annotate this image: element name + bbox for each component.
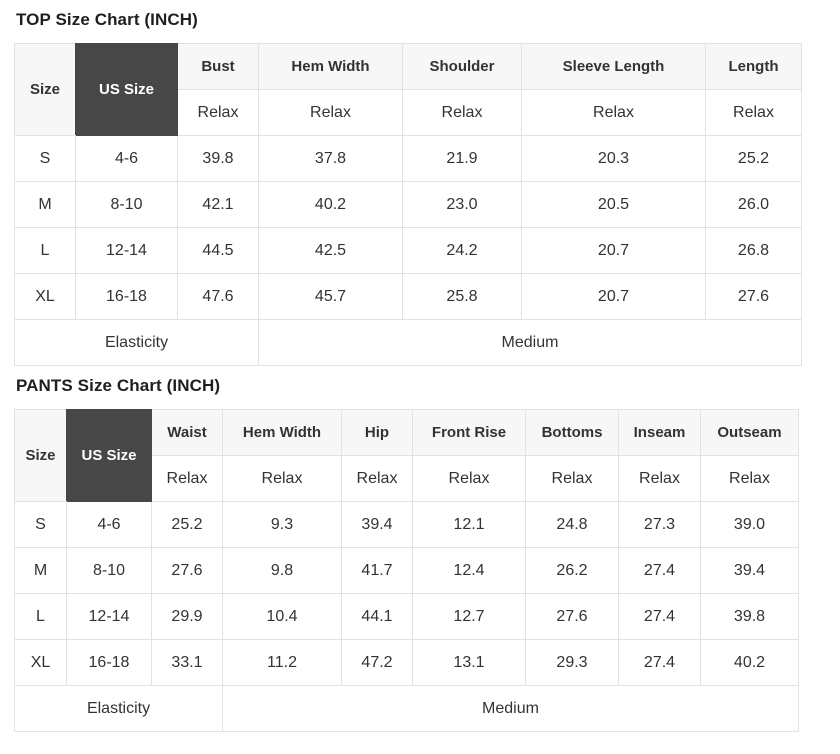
pants-size-table [14, 409, 799, 732]
value-cell: 40.2 [259, 182, 403, 228]
value-cell: 29.3 [526, 640, 619, 686]
value-cell: 12.4 [413, 548, 526, 594]
top-header-shoulder: Shoulder [403, 44, 522, 90]
top-fit-length: Relax [706, 90, 802, 136]
value-cell: 9.8 [223, 548, 342, 594]
value-cell: 41.7 [342, 548, 413, 594]
size-cell: M [15, 548, 67, 594]
value-cell: 44.5 [178, 228, 259, 274]
top-size-table [14, 43, 802, 366]
value-cell: 27.4 [619, 640, 701, 686]
pants-header-front-rise: Front Rise [413, 410, 526, 456]
us-size-cell: 8-10 [67, 548, 152, 594]
pants-fit-bottoms: Relax [526, 456, 619, 502]
value-cell: 24.2 [403, 228, 522, 274]
value-cell: 29.9 [152, 594, 223, 640]
value-cell: 10.4 [223, 594, 342, 640]
value-cell: 45.7 [259, 274, 403, 320]
value-cell: 39.8 [701, 594, 799, 640]
value-cell: 47.2 [342, 640, 413, 686]
pants-header-waist: Waist [152, 410, 223, 456]
value-cell: 27.6 [706, 274, 802, 320]
top-fit-hem-width: Relax [259, 90, 403, 136]
value-cell: 47.6 [178, 274, 259, 320]
us-size-cell: 8-10 [76, 182, 178, 228]
pants-header-hem-width: Hem Width [223, 410, 342, 456]
value-cell: 27.4 [619, 594, 701, 640]
table-row [15, 502, 799, 548]
pants-header-inseam: Inseam [619, 410, 701, 456]
value-cell: 24.8 [526, 502, 619, 548]
value-cell: 9.3 [223, 502, 342, 548]
top-fit-bust: Relax [178, 90, 259, 136]
top-chart-title: TOP Size Chart (INCH) [16, 10, 198, 29]
elasticity-label: Elasticity [15, 320, 259, 366]
top-header-sleeve-length: Sleeve Length [522, 44, 706, 90]
value-cell: 23.0 [403, 182, 522, 228]
value-cell: 33.1 [152, 640, 223, 686]
value-cell: 44.1 [342, 594, 413, 640]
value-cell: 12.7 [413, 594, 526, 640]
table-row [15, 594, 799, 640]
size-cell: L [15, 228, 76, 274]
top-footer-row [15, 320, 802, 366]
pants-fit-front-rise: Relax [413, 456, 526, 502]
pants-fit-inseam: Relax [619, 456, 701, 502]
value-cell: 20.5 [522, 182, 706, 228]
us-size-cell: 16-18 [67, 640, 152, 686]
size-cell: L [15, 594, 67, 640]
table-row [15, 136, 802, 182]
table-row [15, 640, 799, 686]
value-cell: 11.2 [223, 640, 342, 686]
top-fit-shoulder: Relax [403, 90, 522, 136]
elasticity-value: Medium [223, 686, 799, 732]
value-cell: 20.3 [522, 136, 706, 182]
value-cell: 27.6 [526, 594, 619, 640]
value-cell: 42.5 [259, 228, 403, 274]
top-header-length: Length [706, 44, 802, 90]
pants-header-size: Size [15, 410, 67, 502]
table-row [15, 182, 802, 228]
pants-header-row [15, 410, 799, 456]
pants-fit-waist: Relax [152, 456, 223, 502]
value-cell: 26.2 [526, 548, 619, 594]
top-header-row [15, 44, 802, 90]
table-row [15, 228, 802, 274]
pants-header-hip: Hip [342, 410, 413, 456]
value-cell: 40.2 [701, 640, 799, 686]
pants-fit-hem-width: Relax [223, 456, 342, 502]
top-header-bust: Bust [178, 44, 259, 90]
size-cell: XL [15, 274, 76, 320]
pants-fit-hip: Relax [342, 456, 413, 502]
value-cell: 25.2 [706, 136, 802, 182]
us-size-cell: 4-6 [67, 502, 152, 548]
value-cell: 39.4 [701, 548, 799, 594]
value-cell: 25.2 [152, 502, 223, 548]
value-cell: 21.9 [403, 136, 522, 182]
value-cell: 39.4 [342, 502, 413, 548]
us-size-cell: 12-14 [76, 228, 178, 274]
pants-header-outseam: Outseam [701, 410, 799, 456]
value-cell: 20.7 [522, 228, 706, 274]
elasticity-label: Elasticity [15, 686, 223, 732]
pants-header-us-size: US Size [67, 410, 152, 502]
value-cell: 37.8 [259, 136, 403, 182]
value-cell: 13.1 [413, 640, 526, 686]
size-cell: XL [15, 640, 67, 686]
size-cell: S [15, 136, 76, 182]
value-cell: 42.1 [178, 182, 259, 228]
table-row [15, 548, 799, 594]
pants-fit-outseam: Relax [701, 456, 799, 502]
value-cell: 26.0 [706, 182, 802, 228]
elasticity-value: Medium [259, 320, 802, 366]
value-cell: 27.6 [152, 548, 223, 594]
us-size-cell: 16-18 [76, 274, 178, 320]
top-header-hem-width: Hem Width [259, 44, 403, 90]
value-cell: 25.8 [403, 274, 522, 320]
pants-header-bottoms: Bottoms [526, 410, 619, 456]
value-cell: 20.7 [522, 274, 706, 320]
us-size-cell: 12-14 [67, 594, 152, 640]
value-cell: 12.1 [413, 502, 526, 548]
pants-chart-title: PANTS Size Chart (INCH) [16, 376, 221, 395]
size-cell: S [15, 502, 67, 548]
value-cell: 39.0 [701, 502, 799, 548]
value-cell: 26.8 [706, 228, 802, 274]
size-cell: M [15, 182, 76, 228]
top-fit-sleeve-length: Relax [522, 90, 706, 136]
top-header-size: Size [15, 44, 76, 136]
table-row [15, 274, 802, 320]
top-header-us-size: US Size [76, 44, 178, 136]
us-size-cell: 4-6 [76, 136, 178, 182]
pants-footer-row [15, 686, 799, 732]
value-cell: 27.4 [619, 548, 701, 594]
value-cell: 27.3 [619, 502, 701, 548]
value-cell: 39.8 [178, 136, 259, 182]
